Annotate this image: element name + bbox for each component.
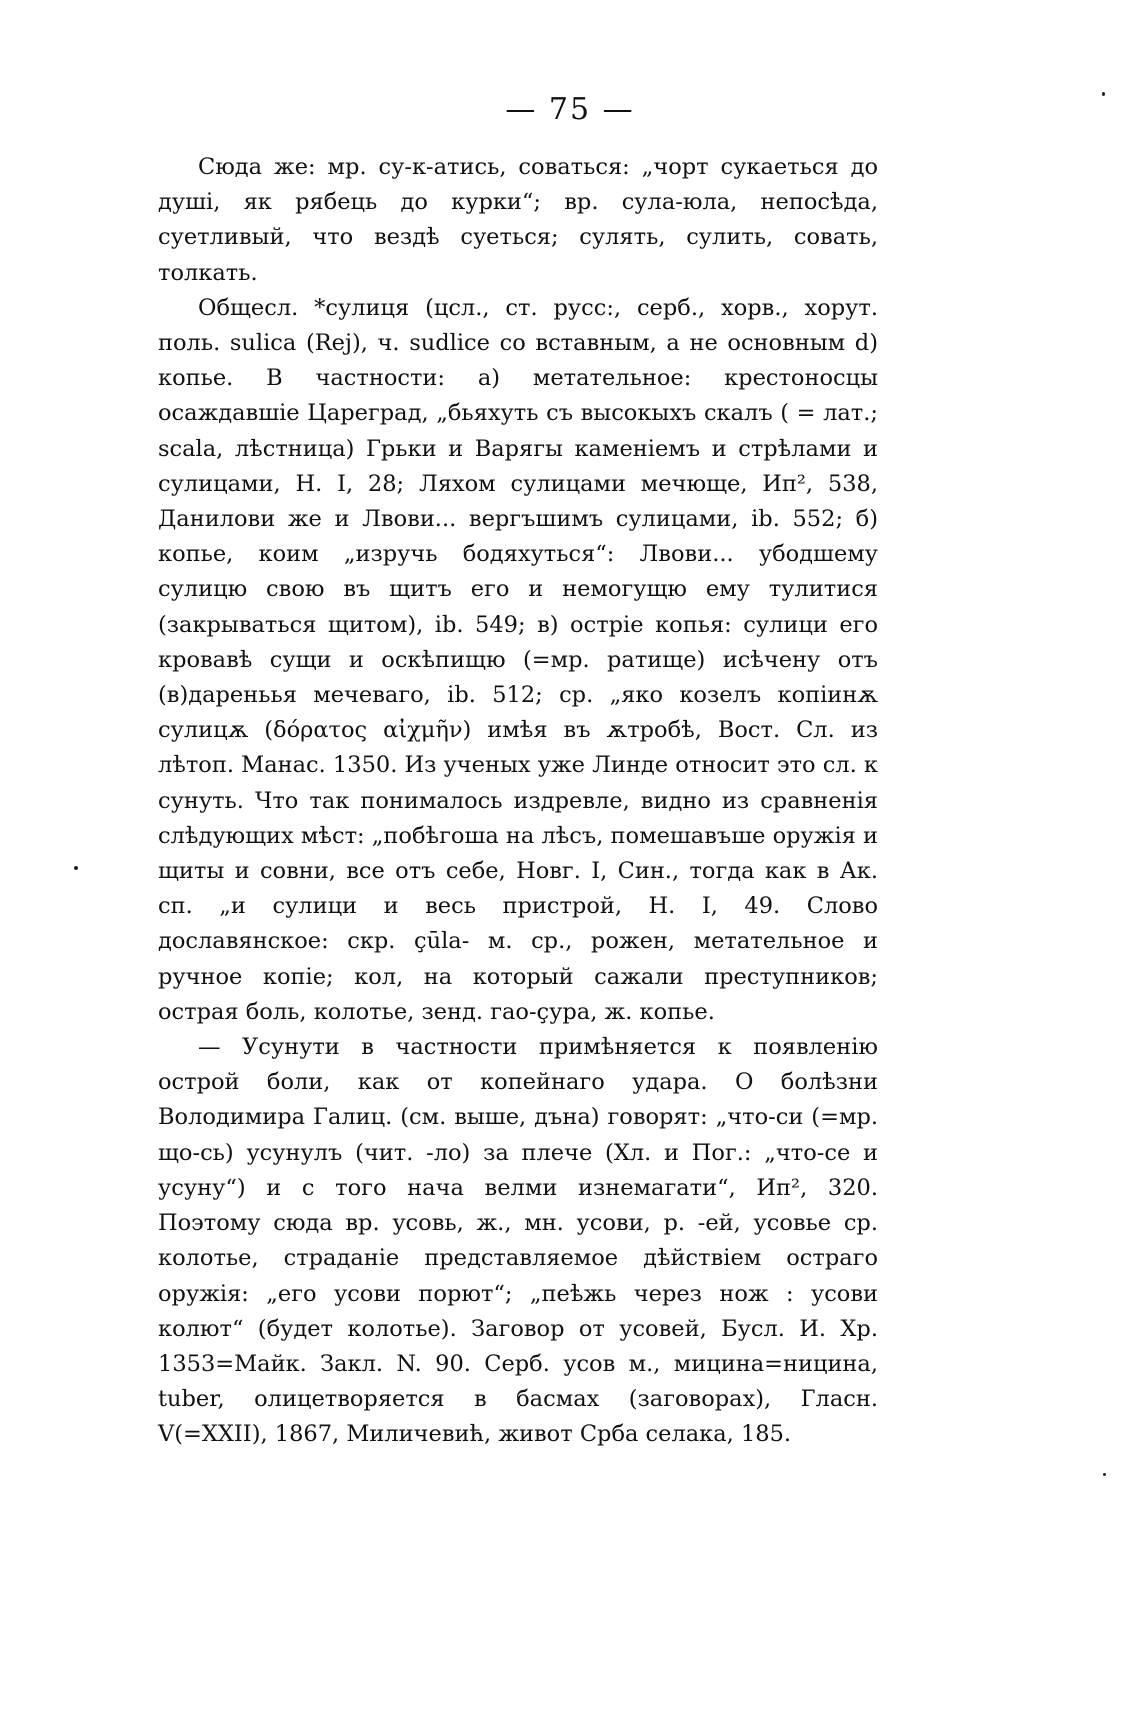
print-speck bbox=[1102, 92, 1105, 96]
paragraph-2: Общесл. *сулиця (цсл., ст. русс:, серб., хорв., хорут. поль. sulica (Rej), ч. sudlice со вставным, а не основным d) копье. В частности: а) метательное: крестоносцы осаждавшіе Цареград, „бьяхуть съ высокыхъ скалъ ( = лат.; scala, лѣстница) Грьки и Варягы каменіемъ и стрѣлами и сулицами, Н. I, 28; Ляхом сулицами мечюще, Ип², 538, Данилови же и Лвови... вергъшимъ сулицами, ib. 552; б) копье, коим „изручь бодяхуться“: Лвови... убодшему сулицю свою въ щитъ его и немогущю ему тулитися (закрываться щитом), ib. 549; в) остріе копья: сулици его кровавѣ сущи и оскѣпищю (=мр. ратище) исѣчену отъ (в)дареньья мечеваго, ib. 512; ср. „яко козелъ копіинѫ сулицѫ (δόρατος αἰχμῆν) имѣя въ ѫтробѣ, Вост. Сл. из лѣтоп. Манас. 1350. Из ученых уже Линде относит это сл. к сунуть. Что так понималось издревле, видно из сравненія слѣдующих мѣст: „побѣгоша на лѣсъ, помешавъше оружія и щиты и совни, все отъ себе, Новг. I, Син., тогда как в Ак. сп. „и сулици и весь пристрой, Н. I, 49. Слово дославянское: скр. çūla- м. ср., рожен, метательное и ручное копіе; кол, на который сажали преступников; острая боль, колотье, зенд. гао-çура, ж. копье. bbox=[158, 294, 879, 1025]
page-number: — 75 — bbox=[505, 92, 635, 127]
text-body bbox=[158, 150, 878, 1453]
paragraph-3: — Усунути в частности примѣняется к появленію острой боли, как от копейнаго удара. О болѣзни Володимира Галиц. (см. выше, дъна) говорят: „что-си (=мр. що-сь) усунулъ (чит. -ло) за плече (Хл. и Пог.: „что-се и усуну“) и с того нача велми изнемагати“, Ип², 320. Поэтому сюда вр. усовь, ж., мн. усови, р. -ей, усовье ср. колотье, страданіе представляемое дѣйствіем остраго оружія: „его усови порют“; „пеѣжь через нож : усови колют“ (будет колотье). Заговор от усовей, Бусл. И. Хр. 1353=Майк. Закл. N. 90. Серб. усов м., мицина=ницина, tuber, олицетворяется в басмах (заговорах), Гласн. V(=XXII), 1867, Миличевић, живот Срба селака, 185. bbox=[158, 1034, 878, 1448]
print-speck bbox=[1103, 1473, 1106, 1476]
print-speck bbox=[74, 866, 78, 870]
paragraph-1: Сюда же: мр. су-к-атись, соваться: „чорт сукаеться до душі, як рябець до курки“; вр. сула-юла, непосѣда, суетливый, что вездѣ суеться; сулять, сулить, совать, толкать. bbox=[158, 154, 878, 286]
